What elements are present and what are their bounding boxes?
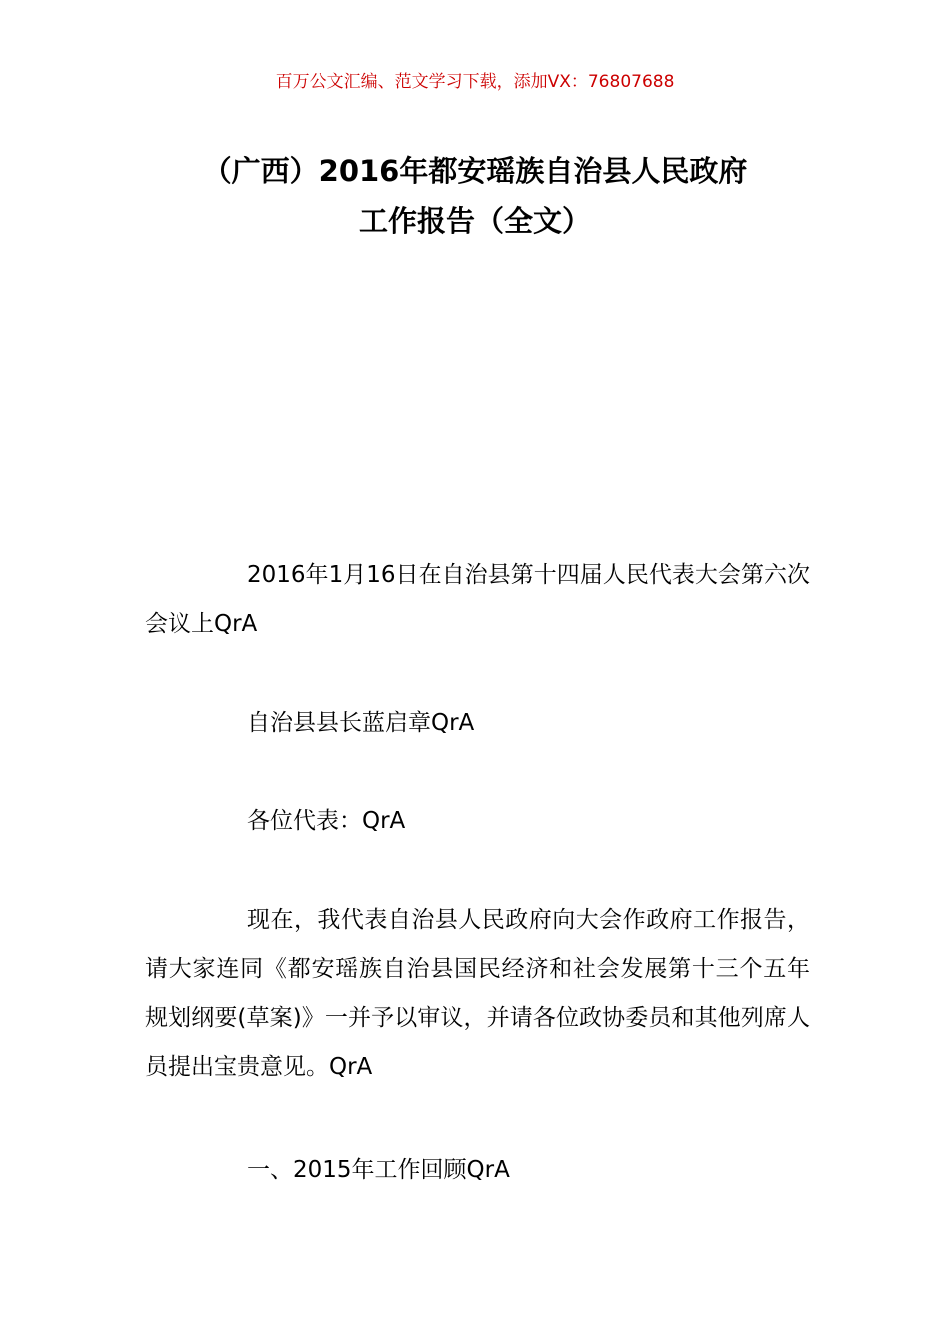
section-heading: 一、2015年工作回顾QrA <box>247 1157 510 1183</box>
title-line-2: 工作报告（全文） <box>358 204 591 238</box>
salutation-paragraph: 各位代表：QrA <box>247 808 406 834</box>
meeting-paragraph: 2016年1月16日在自治县第十四届人民代表大会第六次会议上QrA <box>145 562 810 637</box>
title-line-1: （广西）2016年都安瑶族自治县人民政府 <box>202 154 748 188</box>
watermark-header <box>0 70 950 94</box>
speaker-paragraph: 自治县县长蓝启章QrA <box>247 710 475 736</box>
intro-paragraph: 现在，我代表自治县人民政府向大会作政府工作报告，请大家连同《都安瑶族自治县国民经济和社会发展第十三个五年规划纲要(草案)》一并予以审议，并请各位政协委员和其他列席人员提出宝贵意见。QrA <box>145 907 810 1080</box>
watermark-text: 百万公文汇编、范文学习下载，添加VX：76807688 <box>275 72 675 92</box>
document-title <box>140 146 810 246</box>
